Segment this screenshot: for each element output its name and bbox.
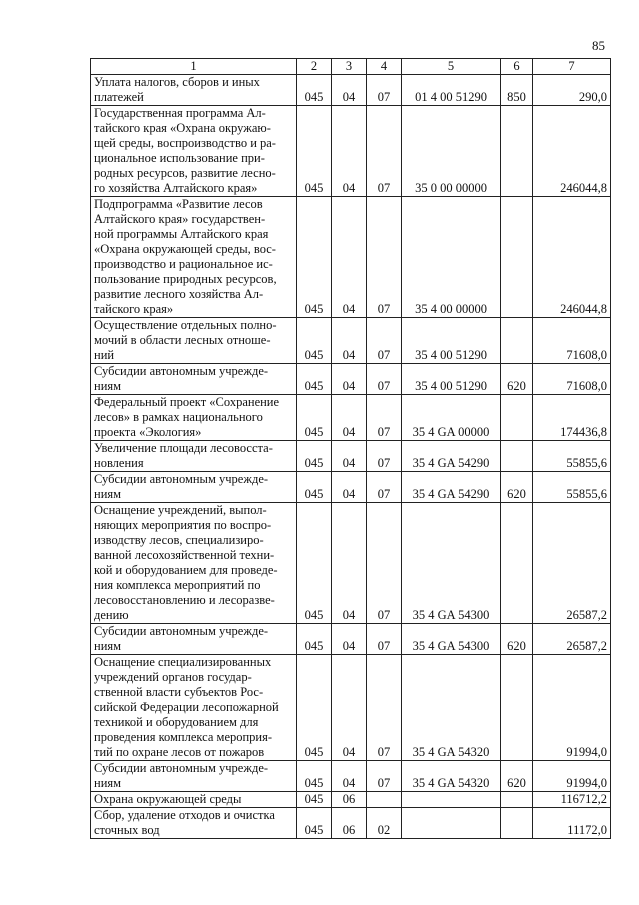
table-row bbox=[91, 318, 611, 364]
column-header: 5 bbox=[402, 59, 501, 75]
row-name-cell: Оснащение учреждений, выпол- няющих мероприятия по воспро- изводству лесов, специализиро- ванной лесохозяйственной техни- кой и оборудованием для проведе- ния комплекса мероприятий по лесовосстановлению и лесоразве- дению bbox=[91, 503, 297, 624]
amount-cell: 91994,0 bbox=[533, 655, 611, 761]
target-article-cell: 35 4 00 51290 bbox=[402, 318, 501, 364]
row-name-cell: Субсидии автономным учрежде- ниям bbox=[91, 624, 297, 655]
admin-code-cell: 045 bbox=[297, 75, 332, 106]
header-row bbox=[91, 59, 611, 75]
table-row bbox=[91, 792, 611, 808]
admin-code-cell: 045 bbox=[297, 624, 332, 655]
section-code-cell: 04 bbox=[332, 75, 367, 106]
expense-type-cell bbox=[501, 441, 533, 472]
row-name-cell: Оснащение специализированных учреждений органов государ- ственной власти субъектов Рос- сийской Федерации лесопожарной техникой и оборудованием для проведения комплекса мероприя- тий по охране лесов от пожаров bbox=[91, 655, 297, 761]
row-name-cell: Субсидии автономным учрежде- ниям bbox=[91, 761, 297, 792]
section-code-cell: 04 bbox=[332, 395, 367, 441]
section-code-cell: 04 bbox=[332, 197, 367, 318]
admin-code-cell: 045 bbox=[297, 364, 332, 395]
subsection-code-cell: 07 bbox=[367, 655, 402, 761]
column-header: 6 bbox=[501, 59, 533, 75]
expense-type-cell: 620 bbox=[501, 472, 533, 503]
expense-type-cell bbox=[501, 197, 533, 318]
table-row bbox=[91, 106, 611, 197]
target-article-cell: 35 4 GA 54320 bbox=[402, 655, 501, 761]
admin-code-cell: 045 bbox=[297, 197, 332, 318]
subsection-code-cell bbox=[367, 792, 402, 808]
row-name-cell: Сбор, удаление отходов и очистка сточных вод bbox=[91, 808, 297, 839]
expense-type-cell bbox=[501, 503, 533, 624]
target-article-cell: 35 4 00 00000 bbox=[402, 197, 501, 318]
expense-type-cell bbox=[501, 395, 533, 441]
section-code-cell: 04 bbox=[332, 761, 367, 792]
subsection-code-cell: 07 bbox=[367, 624, 402, 655]
target-article-cell: 35 4 GA 54300 bbox=[402, 624, 501, 655]
table-row bbox=[91, 75, 611, 106]
admin-code-cell: 045 bbox=[297, 472, 332, 503]
row-name-cell: Подпрограмма «Развитие лесов Алтайского края» государствен- ной программы Алтайского края «Охрана окружающей среды, вос- производство и рациональное ис- пользование природных ресурсов, развитие лесного хозяйства Ал- тайского края» bbox=[91, 197, 297, 318]
section-code-cell: 06 bbox=[332, 808, 367, 839]
target-article-cell: 35 4 GA 54290 bbox=[402, 472, 501, 503]
amount-cell: 246044,8 bbox=[533, 197, 611, 318]
row-name-cell: Уплата налогов, сборов и иных платежей bbox=[91, 75, 297, 106]
table-row bbox=[91, 364, 611, 395]
admin-code-cell: 045 bbox=[297, 792, 332, 808]
section-code-cell: 04 bbox=[332, 106, 367, 197]
table-row bbox=[91, 395, 611, 441]
section-code-cell: 04 bbox=[332, 318, 367, 364]
admin-code-cell: 045 bbox=[297, 395, 332, 441]
row-name-cell: Субсидии автономным учрежде- ниям bbox=[91, 472, 297, 503]
amount-cell: 55855,6 bbox=[533, 441, 611, 472]
target-article-cell: 35 0 00 00000 bbox=[402, 106, 501, 197]
table-row bbox=[91, 624, 611, 655]
section-code-cell: 04 bbox=[332, 503, 367, 624]
subsection-code-cell: 07 bbox=[367, 441, 402, 472]
section-code-cell: 04 bbox=[332, 472, 367, 503]
target-article-cell: 35 4 00 51290 bbox=[402, 364, 501, 395]
budget-table bbox=[90, 58, 611, 839]
target-article-cell: 01 4 00 51290 bbox=[402, 75, 501, 106]
amount-cell: 71608,0 bbox=[533, 364, 611, 395]
target-article-cell: 35 4 GA 54320 bbox=[402, 761, 501, 792]
row-name-cell: Увеличение площади лесовосста- новления bbox=[91, 441, 297, 472]
column-header: 1 bbox=[91, 59, 297, 75]
subsection-code-cell: 02 bbox=[367, 808, 402, 839]
target-article-cell: 35 4 GA 54290 bbox=[402, 441, 501, 472]
expense-type-cell bbox=[501, 106, 533, 197]
amount-cell: 290,0 bbox=[533, 75, 611, 106]
expense-type-cell bbox=[501, 318, 533, 364]
column-header: 2 bbox=[297, 59, 332, 75]
amount-cell: 11172,0 bbox=[533, 808, 611, 839]
target-article-cell: 35 4 GA 00000 bbox=[402, 395, 501, 441]
table-row bbox=[91, 761, 611, 792]
admin-code-cell: 045 bbox=[297, 808, 332, 839]
page-number: 85 bbox=[592, 38, 605, 53]
subsection-code-cell: 07 bbox=[367, 197, 402, 318]
section-code-cell: 04 bbox=[332, 655, 367, 761]
section-code-cell: 04 bbox=[332, 441, 367, 472]
table-row bbox=[91, 441, 611, 472]
expense-type-cell: 620 bbox=[501, 761, 533, 792]
target-article-cell bbox=[402, 792, 501, 808]
subsection-code-cell: 07 bbox=[367, 472, 402, 503]
row-name-cell: Осуществление отдельных полно- мочий в области лесных отноше- ний bbox=[91, 318, 297, 364]
table-row bbox=[91, 472, 611, 503]
column-header: 3 bbox=[332, 59, 367, 75]
section-code-cell: 04 bbox=[332, 624, 367, 655]
admin-code-cell: 045 bbox=[297, 441, 332, 472]
expense-type-cell bbox=[501, 808, 533, 839]
table-row bbox=[91, 808, 611, 839]
column-header: 7 bbox=[533, 59, 611, 75]
section-code-cell: 06 bbox=[332, 792, 367, 808]
amount-cell: 174436,8 bbox=[533, 395, 611, 441]
subsection-code-cell: 07 bbox=[367, 106, 402, 197]
amount-cell: 55855,6 bbox=[533, 472, 611, 503]
amount-cell: 246044,8 bbox=[533, 106, 611, 197]
subsection-code-cell: 07 bbox=[367, 75, 402, 106]
amount-cell: 26587,2 bbox=[533, 503, 611, 624]
row-name-cell: Федеральный проект «Сохранение лесов» в рамках национального проекта «Экология» bbox=[91, 395, 297, 441]
table-body bbox=[91, 75, 611, 839]
target-article-cell: 35 4 GA 54300 bbox=[402, 503, 501, 624]
table-row bbox=[91, 503, 611, 624]
row-name-cell: Субсидии автономным учрежде- ниям bbox=[91, 364, 297, 395]
target-article-cell bbox=[402, 808, 501, 839]
subsection-code-cell: 07 bbox=[367, 503, 402, 624]
amount-cell: 26587,2 bbox=[533, 624, 611, 655]
subsection-code-cell: 07 bbox=[367, 761, 402, 792]
admin-code-cell: 045 bbox=[297, 655, 332, 761]
admin-code-cell: 045 bbox=[297, 503, 332, 624]
row-name-cell: Охрана окружающей среды bbox=[91, 792, 297, 808]
amount-cell: 116712,2 bbox=[533, 792, 611, 808]
row-name-cell: Государственная программа Ал- тайского края «Охрана окружаю- щей среды, воспроизводство и ра- циональное использование при- родных ресурсов, развитие лесно- го хозяйства Алтайского края» bbox=[91, 106, 297, 197]
expense-type-cell bbox=[501, 792, 533, 808]
column-header: 4 bbox=[367, 59, 402, 75]
subsection-code-cell: 07 bbox=[367, 364, 402, 395]
admin-code-cell: 045 bbox=[297, 761, 332, 792]
expense-type-cell: 850 bbox=[501, 75, 533, 106]
amount-cell: 71608,0 bbox=[533, 318, 611, 364]
table-row bbox=[91, 655, 611, 761]
expense-type-cell: 620 bbox=[501, 624, 533, 655]
expense-type-cell bbox=[501, 655, 533, 761]
table-row bbox=[91, 197, 611, 318]
amount-cell: 91994,0 bbox=[533, 761, 611, 792]
admin-code-cell: 045 bbox=[297, 106, 332, 197]
section-code-cell: 04 bbox=[332, 364, 367, 395]
subsection-code-cell: 07 bbox=[367, 318, 402, 364]
subsection-code-cell: 07 bbox=[367, 395, 402, 441]
expense-type-cell: 620 bbox=[501, 364, 533, 395]
admin-code-cell: 045 bbox=[297, 318, 332, 364]
